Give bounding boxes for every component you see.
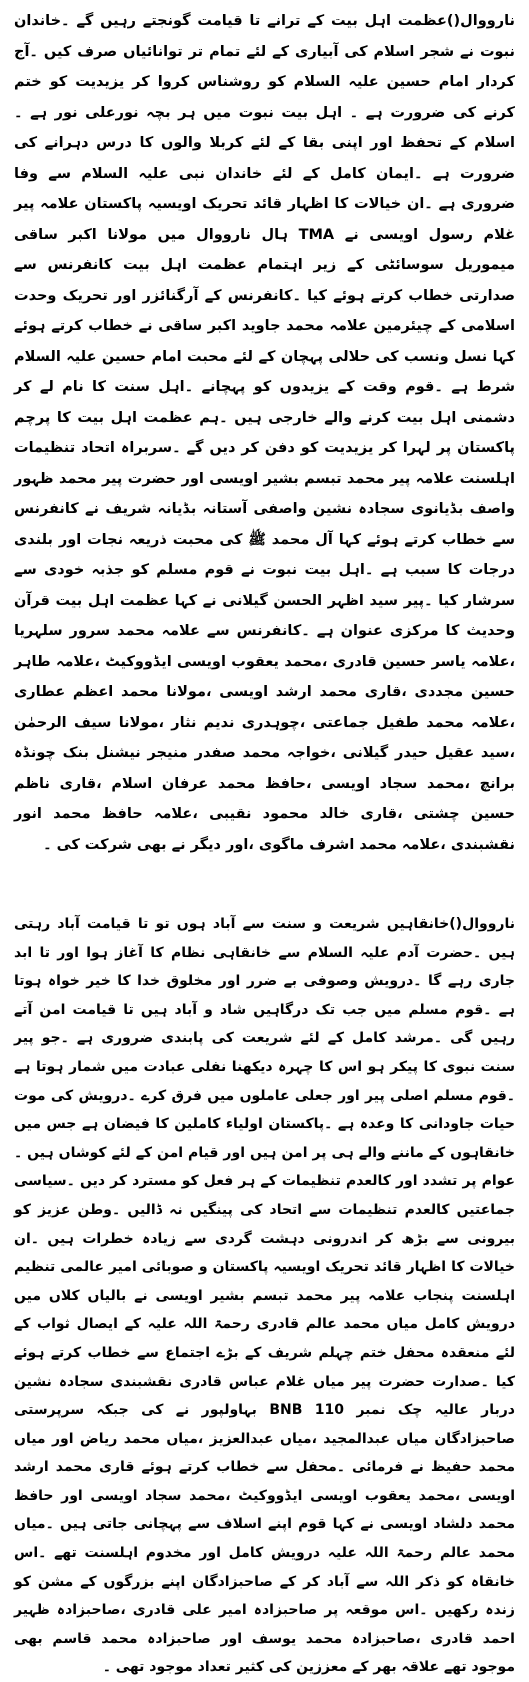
article-separator	[14, 860, 515, 910]
article-paragraph	[14, 6, 515, 860]
article-body: )خانقاہیں شریعت و سنت سے آباد ہوں تو تا قیامت آباد رہتی ہیں ۔حضرت آدم علیہ السلام سے خانقاہی نظام کا آغاز ہوا اور تا ابد جاری رہے گا ۔درویش وصوفی بے ضرر اور مخلوق خدا کا خیر خواہ ہوتا ہے ۔قوم مسلم میں جب تک درگاہیں شاد و آباد ہیں تا قیامت امن آتے رہیں گی ۔مرشد کامل کے لئے شریعت کی پابندی ضروری ہے ۔جو پیر سنت نبوی کا پیکر ہو اس کا چہرہ دیکھنا نفلی عبادت میں شمار ہوتا ہے ۔قوم مسلم اصلی پیر اور جعلی عاملوں میں فرق کرے ۔درویش کی موت حیات جاودانی کا وعدہ ہے ۔پاکستان اولیاء کاملین کا فیضان ہے جس میں خانقاہوں کے ماننے والے ہی پر امن ہیں اور قیام امن کے لئے کوشاں ہیں ۔عوام پر تشدد اور کالعدم تنظیمات کے ہر فعل کو مسترد کر دیں ۔سیاسی جماعتیں کالعدم تنظیمات سے اتحاد کی پینگیں نہ ڈالیں ۔وطن عزیز کو بیرونی سے بڑھ کر اندرونی دہشت گردی سے زیادہ خطرات ہیں ۔ان خیالات کا اظہار قائد تحریک اویسیہ پاکستان و صوبائی امیر عالمی تنظیم اہلسنت پنجاب علامہ پیر محمد تبسم بشیر اویسی نے بالیاں کلاں میں درویش کامل میاں محمد عالم قادری رحمۃ اللہ علیہ کے ایصال ثواب کے لئے منعقدہ محفل ختم چہلم شریف کے بڑے اجتماع سے خطاب کرتے ہوئے کیا ۔صدارت حضرت پیر میاں غلام عباس قادری نقشبندی سجادہ نشین دربار عالیہ چک نمبر 110 BNB بہاولپور نے کی جبکہ سرپرستی صاحبزادگان میاں عبدالمجید ،میاں عبدالعزیز ،میاں محمد ریاض اور میاں محمد حفیظ نے فرمائی ۔محفل سے خطاب کرتے ہوئے قاری محمد ارشد اویسی ،محمد یعقوب اویسی ایڈووکیٹ ،محمد سجاد اویسی اور حافظ محمد دلشاد اویسی نے کہا قوم اپنے اسلاف سے پہچانی جاتی ہیں ۔میاں محمد عالم رحمۃ اللہ علیہ درویش کامل اور مخدوم اہلسنت تھے ۔اس خانقاہ کو ذکر اللہ سے آباد کر کے صاحبزادگان اپنے بزرگوں کے مشن کو زندہ رکھیں ۔اس موقعہ پر صاحبزادہ امیر علی قادری ،صاحبزادہ ظہیر احمد قادری ،صاحبزادہ محمد یوسف اور صاحبزادہ محمد قاسم بھی موجود تھے علاقہ بھر کے معززین کی کثیر تعداد موجود تھی ۔	[14, 916, 515, 1676]
article-dateline: نارووال(	[455, 916, 515, 932]
article-body: )عظمت اہل بیت کے ترانے تا قیامت گونجتے رہیں گے ۔خاندان نبوت نے شجر اسلام کی آبیاری کے لئے تمام تر توانائیاں صرف کیں ۔آج کردار امام حسین علیہ السلام کو روشناس کروا کر یزیدیت کو ختم کرنے کی ضرورت ہے ۔ اہل بیت نبوت میں ہر بچہ نورعلی نور ہے ۔اسلام کے تحفظ اور اپنی بقا کے لئے کربلا والوں کا درس دہرانے کی ضرورت ہے ۔ایمان کامل کے لئے خاندان نبی علیہ السلام سے وفا ضروری ہے ۔ان خیالات کا اظہار قائد تحریک اویسیہ پاکستان علامہ پیر غلام رسول اویسی نے TMA ہال نارووال میں مولانا اکبر ساقی میموریل سوسائٹی کے زیر اہتمام عظمت اہل بیت کانفرنس سے صدارتی خطاب کرتے ہوئے کیا ۔کانفرنس کے آرگنائزر اور تحریک وحدت اسلامی کے چیئرمین علامہ محمد جاوید اکبر ساقی نے خطاب کرتے ہوئے کہا نسل ونسب کی حلالی پہچان کے لئے محبت امام حسین علیہ السلام شرط ہے ۔قوم وقت کے یزیدوں کو پہچانے ۔اہل سنت کا نام لے کر دشمنی اہل بیت کرنے والے خارجی ہیں ۔ہم عظمت اہل بیت کا پرچم پاکستان پر لہرا کر یزیدیت کو دفن کر دیں گے ۔سربراہ اتحاد تنظیمات اہلسنت علامہ پیر محمد تبسم بشیر اویسی اور حضرت پیر محمد ظہور واصف بڈیانوی سجادہ نشین واصفی آستانہ بڈیانہ شریف نے کانفرنس سے خطاب کرتے ہوئے کہا آل محمد ﷺ کی محبت ذریعہ نجات اور بلندی درجات کا سبب ہے ۔اہل بیت نبوت نے قوم مسلم کو جذبہ خودی سے سرشار کیا ۔پیر سید اظہر الحسن گیلانی نے کہا عظمت اہل بیت قرآن وحدیث کا مرکزی عنوان ہے ۔کانفرنس سے علامہ محمد سرور سلہریا ،علامہ یاسر حسین قادری ،محمد یعقوب اویسی ایڈووکیٹ ،علامہ طاہر حسین مجددی ،قاری محمد ارشد اویسی ،مولانا محمد اعظم عطاری ،علامہ محمد طفیل جماعتی ،چوہدری ندیم نثار ،مولانا سیف الرحمٰن ،سید عقیل حیدر گیلانی ،خواجہ محمد صفدر منیجر نیشنل بنک چونڈہ برانچ ،محمد سجاد اویسی ،حافظ محمد عرفان اسلام ،قاری ناظم حسین چشتی ،قاری خالد محمود نقیبی ،علامہ حافظ محمد انور نقشبندی ،علامہ محمد اشرف ماگوی ،اور دیگر نے بھی شرکت کی ۔	[14, 13, 515, 853]
news-article	[14, 910, 515, 1682]
article-dateline: نارووال(	[453, 13, 515, 29]
news-article	[14, 6, 515, 860]
article-paragraph	[14, 910, 515, 1682]
